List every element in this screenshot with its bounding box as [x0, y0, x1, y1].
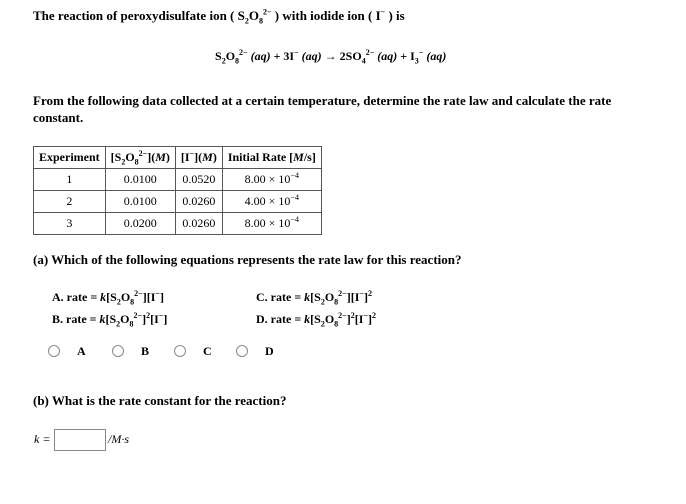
choice-d-text: D. rate = $k[S_2O_8^{2-}]^2[I^-]^2$: [256, 311, 376, 329]
radio-a[interactable]: [48, 345, 60, 357]
radio-option-b[interactable]: B: [112, 344, 149, 359]
header-experiment: Experiment: [34, 147, 106, 169]
radio-c[interactable]: [174, 345, 186, 357]
data-table: [33, 146, 322, 235]
choice-b-text: B. rate = $k[S_2O_8^{2-}]^2[I^-]$: [52, 311, 168, 329]
header-s2o8: $[S_2O_8^{2-}](M)$: [105, 147, 175, 169]
table-row: 1 0.0100 0.0520 $8.00 \times 10^{-4}$: [34, 169, 322, 191]
radio-b[interactable]: [112, 345, 124, 357]
table-row: 3 0.0200 0.0260 $8.00 \times 10^{-4}$: [34, 213, 322, 235]
table-row: 2 0.0100 0.0260 $4.00 \times 10^{-4}$: [34, 191, 322, 213]
rate-constant-input[interactable]: [54, 429, 106, 451]
header-rate: Initial Rate [M/s]: [222, 147, 321, 169]
unit-label: /M·s: [108, 432, 129, 446]
intro-part2: ) with iodide ion (: [274, 8, 373, 23]
question-a: (a) Which of the following equations represents the rate law for this reaction?: [33, 252, 462, 267]
intro-part1: The reaction of peroxydisulfate ion (: [33, 8, 235, 23]
table-header-row: [34, 147, 322, 169]
question-b: (b) What is the rate constant for the reaction?: [33, 393, 287, 408]
intro-text: [33, 8, 405, 24]
radio-option-a[interactable]: A: [48, 344, 86, 359]
reaction-equation: $S_2O_8^{2-}$ (aq) + 3I− $(aq) \to 2SO_4^{2-}$ $(aq) + I_3^-$ (aq): [215, 48, 447, 66]
header-iodide: [I−](M): [175, 147, 222, 169]
choice-c-text: C. rate = $k[S_2O_8^{2-}][I^-]^2$: [256, 289, 372, 307]
radio-option-d[interactable]: D: [236, 344, 274, 359]
intro-part3: ) is: [388, 8, 405, 23]
choice-a-text: A. rate = $k[S_2O_8^{2-}][I^-]$: [52, 289, 164, 307]
radio-option-c[interactable]: C: [174, 344, 212, 359]
iodide-species: I−: [375, 7, 386, 23]
s2o8-species: $S_2O_8^{2-}$: [237, 7, 272, 26]
k-label: k =: [34, 432, 51, 446]
radio-d[interactable]: [236, 345, 248, 357]
instruction-text: From the following data collected at a certain temperature, determine the rate law and calculate the rate constant.: [33, 93, 612, 125]
